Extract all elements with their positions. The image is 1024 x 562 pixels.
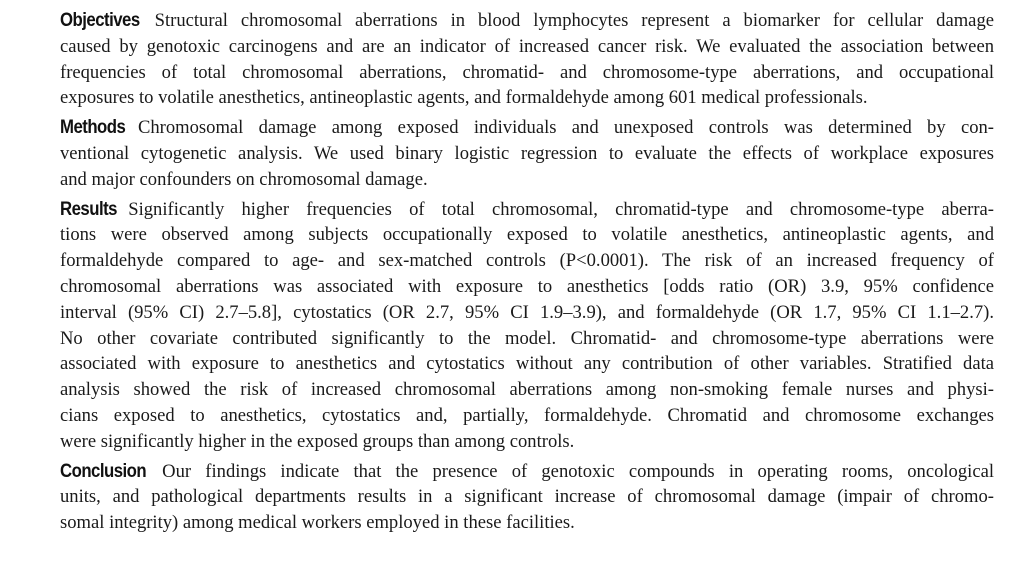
abstract-line: exposures to volatile anesthetics, antineoplastic agents, and formaldehyde among 601 medical professionals. bbox=[60, 87, 868, 109]
abstract-line: chromosomal aberrations was associated with exposure to anesthetics [odds ratio (OR) 3.9, 95% confidence bbox=[60, 275, 994, 297]
abstract-line: units, and pathological departments results in a significant increase of chromosomal damage (impair of chromo- bbox=[60, 486, 994, 508]
abstract-line: interval (95% CI) 2.7–5.8], cytostatics (OR 2.7, 95% CI 1.9–3.9), and formaldehyde (OR 1.7, 95% CI 1.1–2.7). bbox=[60, 301, 994, 323]
abstract-line: tions were observed among subjects occupationally exposed to volatile anesthetics, antineoplastic agents, and bbox=[60, 224, 994, 246]
abstract-line: associated with exposure to anesthetics and cytostatics without any contribution of other variables. Stratified data bbox=[60, 353, 994, 375]
abstract-line bbox=[60, 8, 994, 34]
abstract-line: ventional cytogenetic analysis. We used binary logistic regression to evaluate the effects of workplace exposures bbox=[60, 142, 994, 164]
conclusion-section bbox=[60, 459, 994, 536]
abstract-line: cians exposed to anesthetics, cytostatics and, partially, formaldehyde. Chromatid and chromosome exchanges bbox=[60, 404, 994, 426]
abstract-line: analysis showed the risk of increased chromosomal aberrations among non-smoking female nurses and physi- bbox=[60, 379, 994, 401]
abstract-line bbox=[60, 197, 994, 223]
results-section bbox=[60, 197, 994, 455]
methods-section bbox=[60, 115, 994, 192]
abstract-line bbox=[60, 115, 994, 141]
objectives-section bbox=[60, 8, 994, 111]
section-heading: Objectives bbox=[60, 9, 140, 31]
abstract-line: frequencies of total chromosomal aberrations, chromatid- and chromosome-type aberrations, and occupational bbox=[60, 61, 994, 83]
abstract bbox=[60, 8, 994, 540]
line-text: Our findings indicate that the presence of genotoxic compounds in operating rooms, oncological bbox=[162, 460, 994, 482]
abstract-line: formaldehyde compared to age- and sex-matched controls (P<0.0001). The risk of an increased frequency of bbox=[60, 250, 994, 272]
abstract-line: somal integrity) among medical workers employed in these facilities. bbox=[60, 512, 575, 534]
abstract-line: were significantly higher in the exposed groups than among controls. bbox=[60, 430, 575, 452]
line-text: Structural chromosomal aberrations in blood lymphocytes represent a biomarker for cellular damage bbox=[154, 10, 994, 31]
section-heading: Results bbox=[60, 197, 117, 220]
line-text: Significantly higher frequencies of total chromosomal, chromatid-type and chromosome-type aberra- bbox=[128, 198, 994, 220]
abstract-line bbox=[60, 459, 994, 485]
section-heading: Methods bbox=[60, 116, 126, 139]
abstract-line: caused by genotoxic carcinogens and are an indicator of increased cancer risk. We evaluated the association between bbox=[60, 35, 994, 57]
abstract-line: and major confounders on chromosomal damage. bbox=[60, 168, 428, 190]
abstract-line: No other covariate contributed significantly to the model. Chromatid- and chromosome-type aberrations were bbox=[60, 327, 994, 349]
line-text: Chromosomal damage among exposed individuals and unexposed controls was determined by con- bbox=[137, 117, 994, 139]
section-heading: Conclusion bbox=[60, 459, 147, 482]
